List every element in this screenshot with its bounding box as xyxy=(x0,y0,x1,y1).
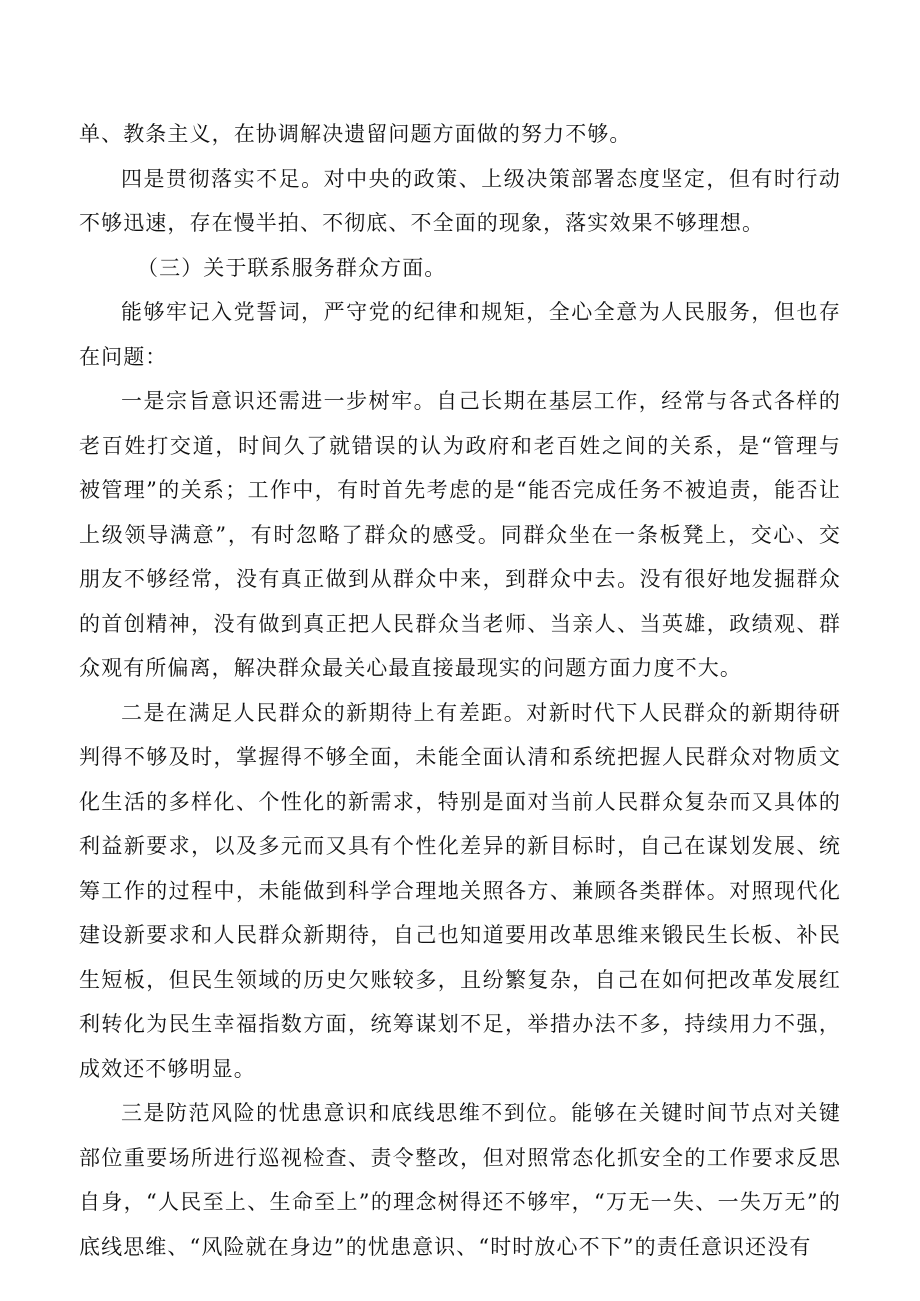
paragraph-point-two: 二是在满足人民群众的新期待上有差距。对新时代下人民群众的新期待研判得不够及时，掌握得不够全面，未能全面认清和系统把握人民群众对物质文化生活的多样化、个性化的新需求，特别是面对当前人民群众复杂而又具体的利益新要求，以及多元而又具有个性化差异的新目标时，自己在谋划发展、统筹工作的过程中，未能做到科学合理地关照各方、兼顾各类群体。对照现代化建设新要求和人民群众新期待，自己也知道要用改革思维来锻民生长板、补民生短板，但民生领域的历史欠账较多，且纷繁复杂，自己在如何把改革发展红利转化为民生幸福指数方面，统筹谋划不足，举措办法不多，持续用力不强，成效还不够明显。 xyxy=(79,700,841,1081)
body-text xyxy=(79,112,841,1269)
section-heading-three: （三）关于联系服务群众方面。 xyxy=(137,255,447,280)
paragraph-intro: 能够牢记入党誓词，严守党的纪律和规矩，全心全意为人民服务，但也存在问题： xyxy=(79,300,841,369)
paragraph-point-three: 三是防范风险的忧患意识和底线思维不到位。能够在关键时间节点对关键部位重要场所进行巡视检查、责令整改，但对照常态化抓安全的工作要求反思自身，“人民至上、生命至上”的理念树得还不够牢，“万无一失、一失万无”的底线思维、“风险就在身边”的忧患意识、“时时放心不下”的责任意识还没有 xyxy=(79,1101,841,1259)
paragraph-point-four: 四是贯彻落实不足。对中央的政策、上级决策部署态度坚定，但有时行动不够迅速，存在慢半拍、不彻底、不全面的现象，落实效果不够理想。 xyxy=(79,166,841,235)
paragraph-point-one: 一是宗旨意识还需进一步树牢。自己长期在基层工作，经常与各式各样的老百姓打交道，时间久了就错误的认为政府和老百姓之间的关系，是“管理与被管理”的关系；工作中，有时首先考虑的是“能否完成任务不被追责，能否让上级领导满意”，有时忽略了群众的感受。同群众坐在一条板凳上，交心、交朋友不够经常，没有真正做到从群众中来，到群众中去。没有很好地发掘群众的首创精神，没有做到真正把人民群众当老师、当亲人、当英雄，政绩观、群众观有所偏离，解决群众最关心最直接最现实的问题方面力度不大。 xyxy=(79,389,841,680)
paragraph-continuation: 单、教条主义，在协调解决遗留问题方面做的努力不够。 xyxy=(79,122,632,146)
